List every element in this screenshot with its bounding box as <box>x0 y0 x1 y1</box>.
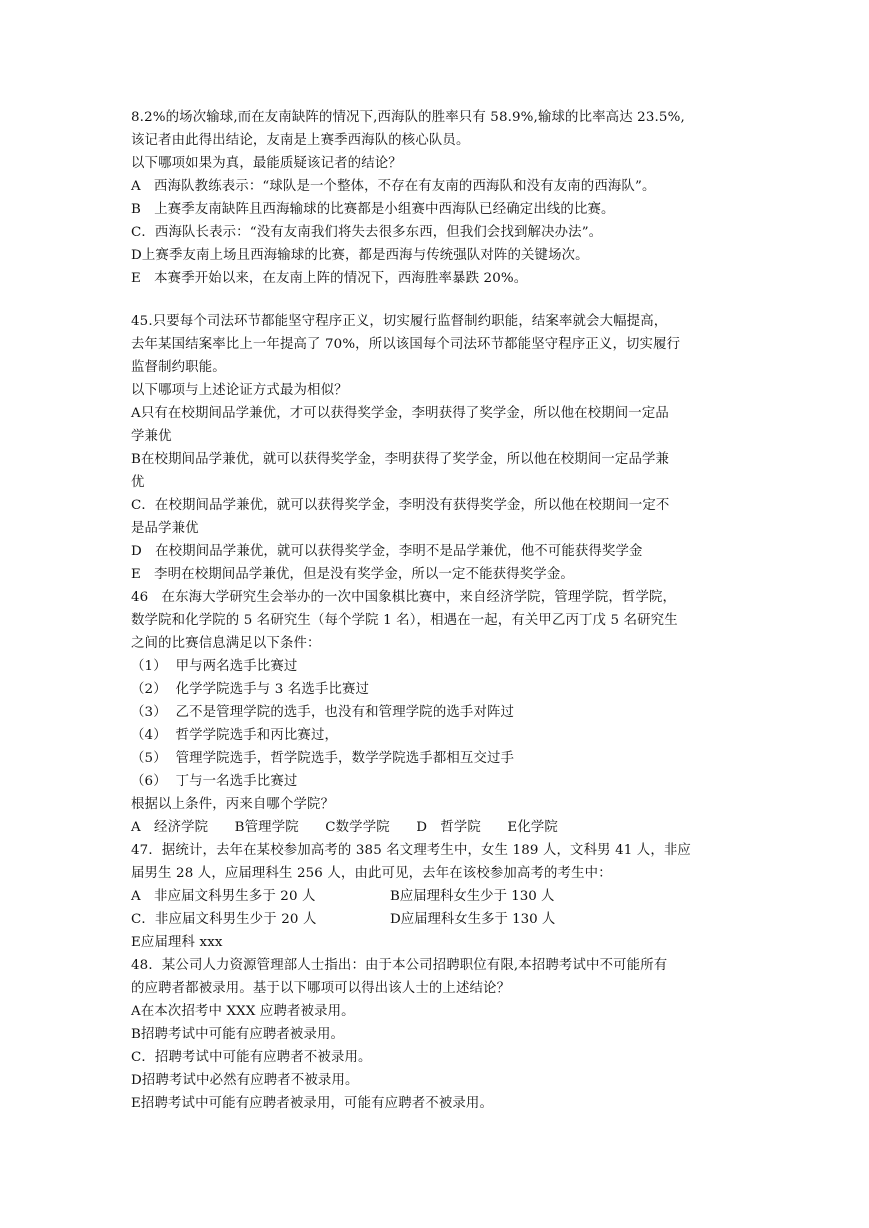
q46-condition-2: （2） 化学学院选手与 3 名选手比赛过 <box>131 682 370 697</box>
q47-text-line-2: 届男生 28 人，应届理科生 256 人，由此可见，去年在该校参加高考的考生中： <box>131 866 612 881</box>
q44-text-line-1: 8.2%的场次输球,而在友南缺阵的情况下,西海队的胜率只有 58.9%,输球的比率高达 23.5%, <box>131 110 685 125</box>
q46-prompt: 根据以上条件，丙来自哪个学院？ <box>131 797 335 812</box>
q46-condition-4: （4） 哲学学院选手和丙比赛过， <box>131 728 339 743</box>
q46-condition-5: （5） 管理学院选手，哲学院选手，数学学院选手都相互交过手 <box>131 751 515 766</box>
q45-option-c-line-1: C．在校期间品学兼优，就可以获得奖学金，李明没有获得奖学金，所以他在校期间一定不 <box>131 498 670 513</box>
q45-option-e: E 李明在校期间品学兼优，但是没有奖学金，所以一定不能获得奖学金。 <box>131 567 574 582</box>
q48-option-c: C．招聘考试中可能有应聘者不被录用。 <box>131 1050 372 1065</box>
q45-text-line-3: 监督制约职能。 <box>131 360 226 375</box>
q46-text-line-2: 数学院和化学院的 5 名研究生（每个学院 1 名），相遇在一起，有关甲乙丙丁戊 5 名研究生 <box>131 613 678 628</box>
q46-condition-6: （6） 丁与一名选手比赛过 <box>131 774 298 789</box>
q47-option-b: B应届理科女生少于 130 人 <box>390 889 555 904</box>
q46-condition-1: （1） 甲与两名选手比赛过 <box>131 659 298 674</box>
q45-option-d: D 在校期间品学兼优，就可以获得奖学金，李明不是品学兼优，他不可能获得奖学金 <box>131 544 643 559</box>
q48-option-a: A在本次招考中 XXX 应聘者被录用。 <box>131 1004 355 1019</box>
q44-option-b: B 上赛季友南缺阵且西海输球的比赛都是小组赛中西海队已经确定出线的比赛。 <box>131 202 615 217</box>
q47-option-c: C．非应届文科男生少于 20 人 <box>131 912 317 927</box>
q46-text-line-3: 之间的比赛信息满足以下条件： <box>131 636 321 651</box>
q45-prompt: 以下哪项与上述论证方式最为相似？ <box>131 383 348 398</box>
q46-text-line-1: 46 在东海大学研究生会举办的一次中国象棋比赛中，来自经济学院，管理学院，哲学院， <box>131 590 677 605</box>
q44-option-d: D上赛季友南上场且西海输球的比赛，都是西海与传统强队对阵的关键场次。 <box>131 248 589 263</box>
q45-option-b-line-1: B在校期间品学兼优，就可以获得奖学金，李明获得了奖学金，所以他在校期间一定品学兼 <box>131 452 670 467</box>
q45-option-b-line-2: 优 <box>131 475 145 490</box>
q44-option-c: C．西海队长表示：“没有友南我们将失去很多东西，但我们会找到解决办法”。 <box>131 225 603 240</box>
q48-option-e: E招聘考试中可能有应聘者被录用，可能有应聘者不被录用。 <box>131 1096 493 1111</box>
q47-option-e: E应届理科 xxx <box>131 935 223 950</box>
q48-option-d: D招聘考试中必然有应聘者不被录用。 <box>131 1073 359 1088</box>
q45-option-a-line-1: A只有在校期间品学兼优，才可以获得奖学金，李明获得了奖学金，所以他在校期间一定品 <box>131 406 669 421</box>
q47-option-a: A 非应届文科男生多于 20 人 <box>131 889 316 904</box>
q47-text-line-1: 47．据统计，去年在某校参加高考的 385 名文理考生中，女生 189 人，文科男 41 人，非应 <box>131 843 691 858</box>
q48-text-line-2: 的应聘者都被录用。基于以下哪项可以得出该人士的上述结论？ <box>131 981 511 996</box>
q46-options: A 经济学院 B管理学院 C数学学院 D 哲学院 E化学院 <box>131 820 558 835</box>
q45-text-line-1: 45.只要每个司法环节都能坚守程序正义，切实履行监督制约职能，结案率就会大幅提高， <box>131 314 668 329</box>
q48-text-line-1: 48．某公司人力资源管理部人士指出：由于本公司招聘职位有限,本招聘考试中不可能所有 <box>131 958 668 973</box>
q44-text-line-2: 该记者由此得出结论，友南是上赛季西海队的核心队员。 <box>131 133 470 148</box>
q45-text-line-2: 去年某国结案率比上一年提高了 70%，所以该国每个司法环节都能坚守程序正义，切实履行 <box>131 337 681 352</box>
q45-option-a-line-2: 学兼优 <box>131 429 172 444</box>
q44-prompt: 以下哪项如果为真，最能质疑该记者的结论？ <box>131 156 402 171</box>
q48-option-b: B招聘考试中可能有应聘者被录用。 <box>131 1027 345 1042</box>
q45-option-c-line-2: 是品学兼优 <box>131 521 199 536</box>
q46-condition-3: （3） 乙不是管理学院的选手，也没有和管理学院的选手对阵过 <box>131 705 515 720</box>
q47-option-d: D应届理科女生多于 130 人 <box>390 912 556 927</box>
q44-option-a: A 西海队教练表示：“球队是一个整体，不存在有友南的西海队和没有友南的西海队”。 <box>131 179 656 194</box>
q44-option-e: E 本赛季开始以来，在友南上阵的情况下，西海胜率暴跌 20%。 <box>131 271 528 286</box>
